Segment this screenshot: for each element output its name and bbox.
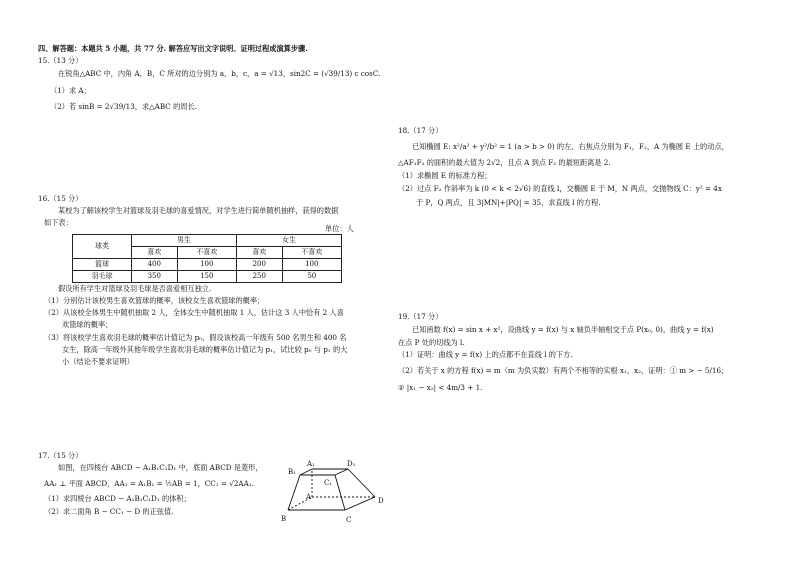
table-sub-cell: 喜欢 xyxy=(132,247,178,259)
table-group-female: 女生 xyxy=(236,235,341,247)
fig-label-B: B xyxy=(281,515,287,523)
q16-stem-line2: 如下表： xyxy=(44,218,73,227)
q19-part2-line1: （2）若关于 x 的方程 f(x) = m（m 为负实数）有两个不相等的实根 x₁，x₂，证明：① m > − 5/16； xyxy=(398,366,729,375)
table-cell: 50 xyxy=(282,271,341,283)
table-row xyxy=(73,271,342,283)
q16-part1: （1）分别估计该校男生喜欢篮球的概率，该校女生喜欢篮球的概率； xyxy=(44,296,265,305)
q16-part2-line2: 欢篮球的概率； xyxy=(62,320,113,329)
table-group-male: 男生 xyxy=(132,235,237,247)
q18-heading: 18.（17 分） xyxy=(398,126,443,135)
q18-stem-line2: △AF₁F₂ 的面积的最大值为 2√2，且点 A 到点 F₂ 的最短距离是 2. xyxy=(398,158,611,167)
table-cell: 150 xyxy=(177,271,236,283)
table-cell: 400 xyxy=(132,259,178,271)
q18-part2-line1: （2）过点 F₂ 作斜率为 k (0 < k < 2√6) 的直线 l，交椭圆 E 于 M，N 两点，交抛物线 C：y² = 4x xyxy=(398,184,722,193)
table-row-label: 羽毛球 xyxy=(73,271,132,283)
q17-stem-line1: 如图，在四棱台 ABCD − A₁B₁C₁D₁ 中，底面 ABCD 是菱形， xyxy=(58,463,263,472)
q16-unit: 单位：人 xyxy=(325,224,354,233)
table-cell: 200 xyxy=(236,259,282,271)
q17-heading: 17.（15 分） xyxy=(38,451,83,460)
q16-part2-line1: （2）从该校全体男生中随机抽取 2 人，全体女生中随机抽取 1 人，估计这 3 人中恰有 2 人喜 xyxy=(44,308,344,317)
fig-label-D1: D₁ xyxy=(347,460,356,468)
frustum-figure xyxy=(280,455,400,525)
table-corner-cell: 球类 xyxy=(73,235,132,259)
q19-part1: （1）证明：曲线 y = f(x) 上的点都不在直线 l 的下方. xyxy=(398,350,573,359)
fig-label-C1: C₁ xyxy=(324,479,333,487)
q16-part3-line2: 女生，除高一年级外其他年级学生喜欢羽毛球的概率估计值记为 p₁，试比较 p₀ 与 p₁ 的大 xyxy=(62,345,348,354)
q16-part3-line3: 小（结论不要求证明） xyxy=(62,357,134,366)
q15-part1: （1）求 A； xyxy=(50,86,91,95)
table-sub-cell: 不喜欢 xyxy=(282,247,341,259)
q19-stem-line2: 在点 P 处的切线为 l. xyxy=(398,338,465,347)
q17-part2: （2）求二面角 B − CC₁ − D 的正弦值. xyxy=(44,507,174,516)
fig-label-A1: A₁ xyxy=(307,460,315,468)
q17-part1: （1）求四棱台 ABCD − A₁B₁C₁D₁ 的体积； xyxy=(44,494,191,503)
fig-label-B1: B₁ xyxy=(288,468,296,476)
table-sub-cell: 喜欢 xyxy=(236,247,282,259)
fig-label-C: C xyxy=(346,516,352,524)
table-row-label: 篮球 xyxy=(73,259,132,271)
q18-part2-line2: 于 P，Q 两点，且 3|MN|+|PQ| = 35，求直线 l 的方程. xyxy=(416,198,601,207)
q18-part1: （1）求椭圆 E 的标准方程； xyxy=(398,171,492,180)
table-row xyxy=(73,259,342,271)
q15-stem: 在锐角△ABC 中，内角 A，B，C 所对的边分别为 a，b，c，a = √13，sin2C = (√39/13) c cosC. xyxy=(58,69,381,78)
q18-stem-line1: 已知椭圆 E: x²/a² + y²/b² = 1 (a > b > 0) 的左、右焦点分别为 F₁，F₂，A 为椭圆 E 上的动点， xyxy=(412,142,729,151)
fig-label-A: A xyxy=(306,493,312,501)
q19-part2-line2: ② |x₁ − x₂| < 4m/3 + 1. xyxy=(398,383,483,392)
q19-stem-line1: 已知函数 f(x) = sin x + x²，设曲线 y = f(x) 与 x 轴负半轴相交于点 P(x₀, 0)，曲线 y = f(x) xyxy=(412,325,714,334)
q15-heading: 15.（13 分） xyxy=(38,56,83,65)
fig-label-D: D xyxy=(378,497,384,505)
table-header-row xyxy=(73,235,342,247)
q16-assumption: 假设所有学生对篮球及羽毛球是否喜爱相互独立. xyxy=(58,284,212,293)
q19-heading: 19.（17 分） xyxy=(398,312,443,321)
q16-part3-line1: （3）将该校学生喜欢羽毛球的概率估计值记为 p₀，假设该校高一年级有 500 名男生和 400 名 xyxy=(44,333,347,342)
q16-stem-line1: 某校为了解该校学生对篮球及羽毛球的喜爱情况，对学生进行简单随机抽样，获得的数据 xyxy=(58,206,339,215)
q15-part2: （2）若 sinB = 2√39/13，求△ABC 的周长. xyxy=(50,102,197,111)
table-cell: 100 xyxy=(177,259,236,271)
table-cell: 350 xyxy=(132,271,178,283)
table-sub-cell: 不喜欢 xyxy=(177,247,236,259)
q17-stem-line2: AA₁ ⊥ 平面 ABCD，AA₁ = A₁B₁ = ½AB = 1，CC₁ = √2AA₁. xyxy=(44,479,254,488)
table-cell: 100 xyxy=(282,259,341,271)
table-cell: 250 xyxy=(236,271,282,283)
q16-heading: 16.（15 分） xyxy=(38,194,83,203)
q16-data-table xyxy=(72,234,342,283)
section-header: 四、解答题：本题共 5 小题，共 77 分. 解答应写出文字说明、证明过程或演算步骤. xyxy=(38,44,308,53)
